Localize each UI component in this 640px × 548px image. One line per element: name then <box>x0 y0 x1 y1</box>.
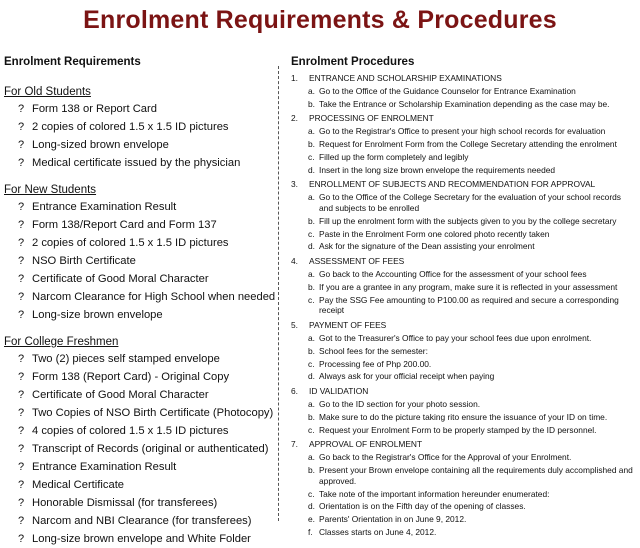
requirement-text: 2 copies of colored 1.5 x 1.5 ID pictures <box>32 121 229 133</box>
requirement-item <box>4 198 272 216</box>
requirement-item <box>4 234 272 252</box>
substep-letter: a. <box>308 332 315 343</box>
question-bullet-icon: ? <box>18 389 25 401</box>
substep-letter: d. <box>308 501 315 512</box>
requirement-text: Long-size brown envelope and White Folder <box>32 533 251 545</box>
procedure-substep <box>291 514 636 525</box>
procedure-substep <box>291 425 636 436</box>
substep-letter: b. <box>308 464 315 475</box>
requirement-text: Transcript of Records (original or authenticated) <box>32 443 269 455</box>
requirement-item <box>4 404 272 422</box>
requirement-group-title: For Old Students <box>4 86 91 98</box>
substep-letter: b. <box>308 215 315 226</box>
requirement-text: Form 138 or Report Card <box>32 103 157 115</box>
question-bullet-icon: ? <box>18 219 25 231</box>
substep-letter: c. <box>308 488 315 499</box>
substep-text: If you are a grantee in any program, make sure it is reflected in your assessment <box>319 281 618 292</box>
question-bullet-icon: ? <box>18 201 25 213</box>
requirement-group-title: For College Freshmen <box>4 336 119 348</box>
substep-letter: b. <box>308 138 315 149</box>
requirement-item <box>4 512 272 530</box>
substep-text: Parents' Orientation in on June 9, 2012. <box>319 514 467 525</box>
substep-text: Insert in the long size brown envelope the requirements needed <box>319 164 556 175</box>
procedure-substep <box>291 126 636 137</box>
substep-letter: e. <box>308 514 315 525</box>
requirements-column <box>4 56 276 548</box>
question-bullet-icon: ? <box>18 443 25 455</box>
step-number: 5. <box>291 320 298 331</box>
question-bullet-icon: ? <box>18 291 25 303</box>
procedure-steps <box>291 73 636 538</box>
substep-letter: a. <box>308 398 315 409</box>
procedure-substep <box>291 229 636 240</box>
question-bullet-icon: ? <box>18 121 25 133</box>
procedure-substep <box>291 99 636 110</box>
question-bullet-icon: ? <box>18 371 25 383</box>
question-bullet-icon: ? <box>18 157 25 169</box>
requirement-text: Narcom Clearance for High School when needed <box>32 291 276 303</box>
substep-text: Go to the Registrar's Office to present your high school records for evaluation <box>319 126 606 137</box>
procedure-step <box>291 179 636 190</box>
requirement-item <box>4 252 272 270</box>
requirement-group-title: For New Students <box>4 184 97 196</box>
procedure-step <box>291 73 636 84</box>
requirement-item <box>4 386 272 404</box>
requirement-text: Two (2) pieces self stamped envelope <box>32 353 220 365</box>
substep-letter: c. <box>308 424 315 435</box>
substep-text: Make sure to do the picture taking rito ensure the issuance of your ID on time. <box>319 411 608 422</box>
requirements-heading: Enrolment Requirements <box>4 56 141 68</box>
requirement-item <box>4 216 272 234</box>
procedure-substep <box>291 216 636 227</box>
procedure-substep <box>291 86 636 97</box>
column-divider <box>278 66 279 521</box>
question-bullet-icon: ? <box>18 461 25 473</box>
requirement-text: 2 copies of colored 1.5 x 1.5 ID pictures <box>32 237 229 249</box>
requirement-text: Honorable Dismissal (for transferees) <box>32 497 218 509</box>
procedure-substep <box>291 152 636 163</box>
substep-text: Always ask for your official receipt when paying <box>319 371 495 382</box>
requirement-item <box>4 530 272 548</box>
question-bullet-icon: ? <box>18 479 25 491</box>
procedure-step <box>291 386 636 397</box>
procedure-substep <box>291 333 636 344</box>
substep-text: Go to the Office of the College Secretary for the evaluation of your school records and subjects to be enrolled <box>319 192 621 213</box>
substep-text: Go to the ID section for your photo session. <box>319 398 481 409</box>
requirement-item <box>4 422 272 440</box>
step-title: PAYMENT OF FEES <box>309 320 387 331</box>
procedure-substep <box>291 465 636 487</box>
requirement-item <box>4 306 272 324</box>
substep-text: Classes starts on June 4, 2012. <box>319 526 437 537</box>
procedure-substep <box>291 165 636 176</box>
procedure-substep <box>291 359 636 370</box>
requirement-item <box>4 350 272 368</box>
requirement-text: Long-sized brown envelope <box>32 139 169 151</box>
question-bullet-icon: ? <box>18 237 25 249</box>
requirement-text: Medical certificate issued by the physician <box>32 157 241 169</box>
procedures-heading: Enrolment Procedures <box>291 56 415 68</box>
substep-text: Got to the Treasurer's Office to pay your school fees due upon enrolment. <box>319 332 592 343</box>
procedure-substep <box>291 192 636 214</box>
substep-text: Processing fee of Php 200.00. <box>319 358 432 369</box>
substep-text: Go back to the Registrar's Office for the Approval of your Enrolment. <box>319 452 572 463</box>
substep-letter: c. <box>308 358 315 369</box>
requirement-item <box>4 118 272 136</box>
substep-letter: c. <box>308 294 315 305</box>
substep-text: Paste in the Enrolment Form one colored photo recently taken <box>319 228 550 239</box>
requirement-item <box>4 368 272 386</box>
procedures-column <box>291 56 636 538</box>
procedure-substep <box>291 241 636 252</box>
substep-letter: b. <box>308 281 315 292</box>
step-title: PROCESSING OF ENROLMENT <box>309 113 434 124</box>
procedure-step <box>291 256 636 267</box>
page-title: Enrolment Requirements & Procedures <box>83 6 557 34</box>
requirement-item <box>4 100 272 118</box>
substep-letter: a. <box>308 85 315 96</box>
procedure-substep <box>291 139 636 150</box>
step-title: APPROVAL OF ENROLMENT <box>309 439 423 450</box>
requirements-groups <box>4 85 276 548</box>
procedure-substep <box>291 371 636 382</box>
requirement-item <box>4 288 276 306</box>
substep-text: Go back to the Accounting Office for the assessment of your school fees <box>319 268 587 279</box>
substep-text: Take the Entrance or Scholarship Examination depending as the case may be. <box>319 98 610 109</box>
requirement-item <box>4 494 272 512</box>
substep-text: Fill up the enrolment form with the subjects given to you by the college secretary <box>319 215 617 226</box>
procedure-substep <box>291 295 636 317</box>
requirement-text: Entrance Examination Result <box>32 201 177 213</box>
question-bullet-icon: ? <box>18 497 25 509</box>
question-bullet-icon: ? <box>18 103 25 115</box>
procedure-substep <box>291 269 636 280</box>
procedure-step <box>291 320 636 331</box>
procedure-substep <box>291 501 636 512</box>
step-number: 2. <box>291 113 298 124</box>
requirement-item <box>4 136 272 154</box>
question-bullet-icon: ? <box>18 309 25 321</box>
substep-letter: b. <box>308 345 315 356</box>
procedure-substep <box>291 399 636 410</box>
requirement-text: Medical Certificate <box>32 479 125 491</box>
substep-letter: b. <box>308 411 315 422</box>
substep-letter: d. <box>308 164 315 175</box>
step-title: ID VALIDATION <box>309 386 369 397</box>
question-bullet-icon: ? <box>18 273 25 285</box>
substep-text: Ask for the signature of the Dean assisting your enrolment <box>319 241 535 252</box>
substep-text: Take note of the important information hereunder enumerated: <box>319 488 550 499</box>
question-bullet-icon: ? <box>18 255 25 267</box>
substep-letter: f. <box>308 526 313 537</box>
procedure-step <box>291 439 636 450</box>
step-number: 1. <box>291 73 298 83</box>
step-title: ENROLLMENT OF SUBJECTS AND RECOMMENDATION FOR APPROVAL <box>309 179 596 190</box>
requirement-item <box>4 154 272 172</box>
requirement-text: Two Copies of NSO Birth Certificate (Photocopy) <box>32 407 274 419</box>
requirement-text: NSO Birth Certificate <box>32 255 136 267</box>
substep-text: Present your Brown envelope containing all the requirements duly accomplished and approved. <box>319 464 633 486</box>
substep-text: Request your Enrolment Form to be properly stamped by the ID personnel. <box>319 424 597 435</box>
requirement-item <box>4 270 272 288</box>
substep-letter: d. <box>308 241 315 252</box>
substep-text: School fees for the semester: <box>319 345 428 356</box>
requirement-text: Form 138 (Report Card) - Original Copy <box>32 371 230 383</box>
question-bullet-icon: ? <box>18 425 25 437</box>
substep-letter: c. <box>308 151 315 162</box>
substep-letter: a. <box>308 192 315 203</box>
requirement-text: Form 138/Report Card and Form 137 <box>32 219 217 231</box>
step-number: 3. <box>291 179 298 190</box>
step-title: ENTRANCE AND SCHOLARSHIP EXAMINATIONS <box>309 73 502 83</box>
procedure-substep <box>291 527 636 538</box>
question-bullet-icon: ? <box>18 407 25 419</box>
requirement-text: Certificate of Good Moral Character <box>32 273 209 285</box>
substep-letter: c. <box>308 228 315 239</box>
question-bullet-icon: ? <box>18 139 25 151</box>
question-bullet-icon: ? <box>18 353 25 365</box>
requirement-item <box>4 458 272 476</box>
requirement-text: Long-size brown envelope <box>32 309 163 321</box>
procedure-substep <box>291 412 636 423</box>
requirement-text: Certificate of Good Moral Character <box>32 389 209 401</box>
substep-text: Pay the SSG Fee amounting to P100.00 as required and secure a corresponding receipt <box>319 294 619 316</box>
requirement-item <box>4 440 272 458</box>
requirement-item <box>4 476 272 494</box>
procedure-substep <box>291 346 636 357</box>
substep-letter: d. <box>308 371 315 382</box>
substep-letter: a. <box>308 126 315 137</box>
procedure-step <box>291 113 636 124</box>
procedure-substep <box>291 282 636 293</box>
substep-text: Filled up the form completely and legibly <box>319 151 469 162</box>
requirement-group <box>4 335 272 548</box>
requirement-text: 4 copies of colored 1.5 x 1.5 ID pictures <box>32 425 229 437</box>
substep-text: Orientation is on the Fifth day of the opening of classes. <box>319 501 526 512</box>
substep-letter: a. <box>308 452 315 463</box>
step-number: 4. <box>291 256 298 267</box>
substep-text: Request for Enrolment Form from the College Secretary attending the enrolment <box>319 138 617 149</box>
substep-letter: a. <box>308 268 315 279</box>
step-number: 7. <box>291 439 298 450</box>
procedure-substep <box>291 489 636 500</box>
substep-text: Go to the Office of the Guidance Counselor for Entrance Examination <box>319 85 576 96</box>
step-number: 6. <box>291 386 298 397</box>
requirement-group <box>4 85 272 172</box>
question-bullet-icon: ? <box>18 533 25 545</box>
requirement-text: Entrance Examination Result <box>32 461 177 473</box>
requirement-text: Narcom and NBI Clearance (for transferees) <box>32 515 252 527</box>
step-title: ASSESSMENT OF FEES <box>309 256 405 267</box>
substep-letter: b. <box>308 98 315 109</box>
question-bullet-icon: ? <box>18 515 25 527</box>
requirement-group <box>4 183 276 324</box>
procedure-substep <box>291 452 636 463</box>
